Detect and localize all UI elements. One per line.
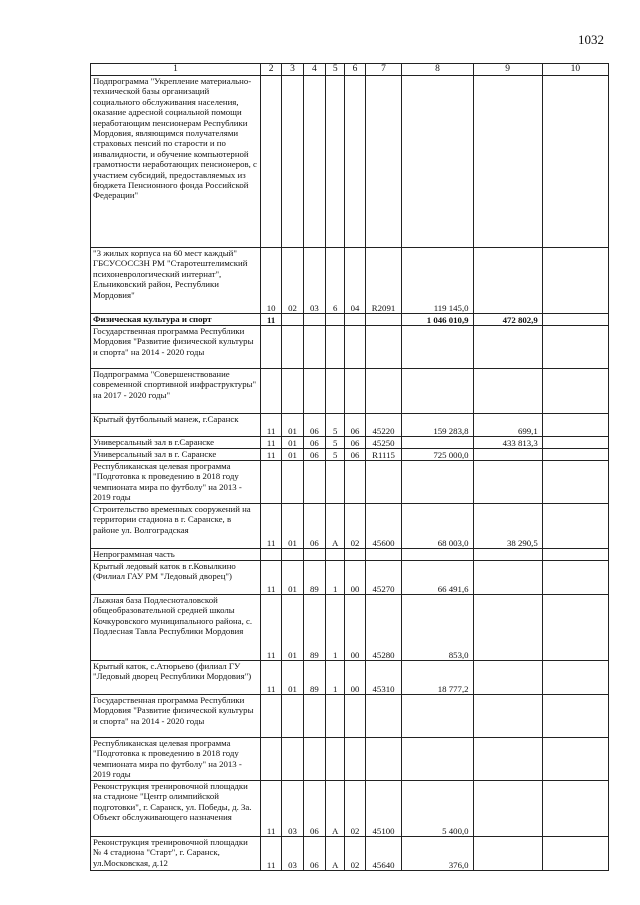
amount-2019 (473, 326, 542, 369)
subsection-code (282, 738, 303, 781)
amount-2018 (402, 76, 473, 248)
amount-2019 (473, 549, 542, 561)
subsection-code: 01 (282, 595, 303, 661)
row-name: Универсальный зал в г.Саранске (91, 437, 261, 449)
amount-2018: 853,0 (402, 595, 473, 661)
table-row (91, 248, 609, 314)
subprogram-code (326, 461, 345, 504)
program-code (303, 369, 325, 414)
expense-code (365, 549, 402, 561)
section-code: 11 (260, 595, 281, 661)
row-name: Государственная программа Республики Мордовия "Развитие физической культуры и спорта" на 2014 - 2020 годы (91, 695, 261, 738)
table-row (91, 449, 609, 461)
direction-code: 00 (345, 595, 365, 661)
amount-2018 (402, 549, 473, 561)
amount-2019 (473, 76, 542, 248)
expense-code: 45270 (365, 561, 402, 595)
table-row (91, 461, 609, 504)
table-row (91, 595, 609, 661)
amount-2019 (473, 461, 542, 504)
subsection-code: 01 (282, 661, 303, 695)
row-name: Универсальный зал в г. Саранске (91, 449, 261, 461)
amount-2020 (542, 248, 608, 314)
row-name: Государственная программа Республики Мордовия "Развитие физической культуры и спорта" на 2014 - 2020 годы (91, 326, 261, 369)
row-name: Подпрограмма "Укрепление материально-технической базы организаций социального обслуживания населения, оказание адресной социальной помощи неработающим пенсионерам Республики Мордовия, являющимся получателями страховых пенсий по старости и по инвалидности, и обучение компьютерной грамотности неработающих пенсионеров, с участием субсидий, предоставляемых из бюджета Пенсионного фонда Российской Федерации" (91, 76, 261, 248)
expense-code: 45250 (365, 437, 402, 449)
row-name: Реконструкция тренировочной площадки № 4 стадиона "Старт", г. Саранск, ул.Московская, д.12 (91, 837, 261, 871)
amount-2018: 119 145,0 (402, 248, 473, 314)
section-code: 11 (260, 314, 281, 326)
row-name: Республиканская целевая программа "Подготовка к проведению в 2018 году чемпионата мира по футболу" на 2013 - 2019 годы (91, 738, 261, 781)
row-name: Реконструкция тренировочной площадки на стадионе "Центр олимпийской подготовки", г. Саранск, ул. Победы, д. 3а. Объект обслуживающего назначения (91, 781, 261, 837)
program-code: 89 (303, 661, 325, 695)
header-cell: 7 (365, 64, 402, 76)
table-row (91, 326, 609, 369)
section-code: 11 (260, 781, 281, 837)
amount-2020 (542, 504, 608, 549)
program-code (303, 549, 325, 561)
table-row (91, 414, 609, 437)
header-row (91, 64, 609, 76)
expense-code: 45100 (365, 781, 402, 837)
budget-table (90, 63, 609, 871)
amount-2020 (542, 661, 608, 695)
subprogram-code (326, 314, 345, 326)
direction-code: 00 (345, 661, 365, 695)
row-name: Крытый каток, с.Атюрьево (филиал ГУ "Ледовый дворец Республики Мордовия") (91, 661, 261, 695)
subsection-code: 01 (282, 449, 303, 461)
subprogram-code: А (326, 504, 345, 549)
section-code: 11 (260, 561, 281, 595)
header-cell: 6 (345, 64, 365, 76)
expense-code (365, 461, 402, 504)
header-cell: 10 (542, 64, 608, 76)
expense-code: 45280 (365, 595, 402, 661)
section-code: 11 (260, 837, 281, 871)
amount-2019: 38 290,5 (473, 504, 542, 549)
expense-code (365, 738, 402, 781)
section-code (260, 326, 281, 369)
amount-2018: 66 491,6 (402, 561, 473, 595)
amount-2019 (473, 837, 542, 871)
header-cell: 5 (326, 64, 345, 76)
expense-code: 45220 (365, 414, 402, 437)
subprogram-code (326, 695, 345, 738)
page-number: 1032 (578, 32, 604, 47)
subprogram-code (326, 326, 345, 369)
amount-2019 (473, 781, 542, 837)
subprogram-code: 1 (326, 561, 345, 595)
subprogram-code (326, 76, 345, 248)
section-code: 11 (260, 449, 281, 461)
amount-2020 (542, 695, 608, 738)
table-body (91, 76, 609, 871)
amount-2019 (473, 561, 542, 595)
table-row (91, 781, 609, 837)
section-code: 11 (260, 504, 281, 549)
direction-code (345, 549, 365, 561)
amount-2020 (542, 549, 608, 561)
program-code (303, 738, 325, 781)
section-code: 11 (260, 661, 281, 695)
table-row (91, 76, 609, 248)
subsection-code: 03 (282, 781, 303, 837)
program-code: 06 (303, 449, 325, 461)
row-name: Физическая культура и спорт (91, 314, 261, 326)
direction-code (345, 738, 365, 781)
subsection-code (282, 549, 303, 561)
program-code: 03 (303, 248, 325, 314)
row-name: Строительство временных сооружений на территории стадиона в г. Саранске, в районе ул. Волгоградская (91, 504, 261, 549)
amount-2018: 376,0 (402, 837, 473, 871)
table-row (91, 738, 609, 781)
subsection-code: 03 (282, 837, 303, 871)
header-cell: 9 (473, 64, 542, 76)
section-code (260, 369, 281, 414)
amount-2018: 68 003,0 (402, 504, 473, 549)
section-code: 10 (260, 248, 281, 314)
amount-2020 (542, 595, 608, 661)
header-cell: 1 (91, 64, 261, 76)
expense-code: 45310 (365, 661, 402, 695)
subprogram-code (326, 549, 345, 561)
program-code (303, 695, 325, 738)
program-code: 06 (303, 414, 325, 437)
expense-code (365, 695, 402, 738)
direction-code: 06 (345, 437, 365, 449)
subsection-code (282, 326, 303, 369)
amount-2018 (402, 695, 473, 738)
program-code (303, 76, 325, 248)
expense-code: 45600 (365, 504, 402, 549)
section-code: 11 (260, 437, 281, 449)
program-code: 89 (303, 561, 325, 595)
direction-code (345, 369, 365, 414)
section-code (260, 738, 281, 781)
amount-2018: 18 777,2 (402, 661, 473, 695)
expense-code (365, 76, 402, 248)
row-name: Крытый футбольный манеж, г.Саранск (91, 414, 261, 437)
table-row (91, 695, 609, 738)
amount-2018 (402, 326, 473, 369)
subprogram-code: 5 (326, 449, 345, 461)
row-name: Республиканская целевая программа "Подготовка к проведению в 2018 году чемпионата мира по футболу" на 2013 - 2019 годы (91, 461, 261, 504)
program-code (303, 314, 325, 326)
subprogram-code: 5 (326, 437, 345, 449)
amount-2019 (473, 449, 542, 461)
expense-code: R1115 (365, 449, 402, 461)
amount-2020 (542, 314, 608, 326)
amount-2020 (542, 781, 608, 837)
amount-2018: 5 400,0 (402, 781, 473, 837)
program-code (303, 326, 325, 369)
row-name: Крытый ледовый каток в г.Ковылкино (Филиал ГАУ РМ "Ледовый дворец") (91, 561, 261, 595)
subsection-code: 01 (282, 437, 303, 449)
amount-2019 (473, 248, 542, 314)
table-row (91, 314, 609, 326)
direction-code: 02 (345, 504, 365, 549)
expense-code (365, 314, 402, 326)
section-code (260, 76, 281, 248)
header-cell: 4 (303, 64, 325, 76)
amount-2020 (542, 414, 608, 437)
subsection-code (282, 369, 303, 414)
subsection-code (282, 76, 303, 248)
direction-code (345, 695, 365, 738)
amount-2018 (402, 738, 473, 781)
amount-2020 (542, 369, 608, 414)
table-row (91, 549, 609, 561)
header-cell: 2 (260, 64, 281, 76)
expense-code (365, 369, 402, 414)
subsection-code (282, 314, 303, 326)
expense-code: R2091 (365, 248, 402, 314)
program-code: 06 (303, 837, 325, 871)
section-code: 11 (260, 414, 281, 437)
amount-2019 (473, 369, 542, 414)
program-code: 89 (303, 595, 325, 661)
subprogram-code: А (326, 837, 345, 871)
amount-2018 (402, 461, 473, 504)
program-code: 06 (303, 781, 325, 837)
amount-2019: 433 813,3 (473, 437, 542, 449)
row-name: Непрограммная часть (91, 549, 261, 561)
amount-2019 (473, 595, 542, 661)
direction-code: 06 (345, 414, 365, 437)
subprogram-code: 1 (326, 595, 345, 661)
direction-code (345, 314, 365, 326)
subprogram-code: А (326, 781, 345, 837)
direction-code: 02 (345, 837, 365, 871)
direction-code: 00 (345, 561, 365, 595)
amount-2019 (473, 695, 542, 738)
subsection-code: 02 (282, 248, 303, 314)
row-name: Подпрограмма "Совершенствование современной спортивной инфраструктуры" на 2017 - 2020 годы" (91, 369, 261, 414)
amount-2018 (402, 437, 473, 449)
amount-2020 (542, 461, 608, 504)
amount-2020 (542, 437, 608, 449)
program-code: 06 (303, 504, 325, 549)
header-cell: 3 (282, 64, 303, 76)
amount-2018: 1 046 010,9 (402, 314, 473, 326)
header-cell: 8 (402, 64, 473, 76)
subprogram-code (326, 369, 345, 414)
amount-2020 (542, 837, 608, 871)
direction-code: 04 (345, 248, 365, 314)
table-row (91, 661, 609, 695)
amount-2020 (542, 76, 608, 248)
table-row (91, 504, 609, 549)
amount-2020 (542, 561, 608, 595)
amount-2018: 725 000,0 (402, 449, 473, 461)
amount-2019 (473, 661, 542, 695)
program-code: 06 (303, 437, 325, 449)
subsection-code (282, 461, 303, 504)
table-row (91, 369, 609, 414)
direction-code (345, 461, 365, 504)
expense-code (365, 326, 402, 369)
table-row (91, 561, 609, 595)
direction-code: 06 (345, 449, 365, 461)
expense-code: 45640 (365, 837, 402, 871)
section-code (260, 695, 281, 738)
subprogram-code (326, 738, 345, 781)
amount-2020 (542, 326, 608, 369)
amount-2019: 699,1 (473, 414, 542, 437)
section-code (260, 461, 281, 504)
subprogram-code: 5 (326, 414, 345, 437)
subprogram-code: 1 (326, 661, 345, 695)
amount-2020 (542, 449, 608, 461)
subsection-code: 01 (282, 504, 303, 549)
row-name: "3 жилых корпуса на 60 мест каждый" ГБСУСОССЗН РМ "Старотештелимский психоневрологический интернат", Ельниковский район, Республики Мордовия" (91, 248, 261, 314)
row-name: Лыжная база Подлесноталовской общеобразовательной средней школы Кочкуровского муниципального района, с. Подлесная Тавла Республики Мордовия (91, 595, 261, 661)
section-code (260, 549, 281, 561)
table-row (91, 437, 609, 449)
direction-code (345, 76, 365, 248)
table-row (91, 837, 609, 871)
subsection-code (282, 695, 303, 738)
amount-2019 (473, 738, 542, 781)
amount-2020 (542, 738, 608, 781)
direction-code (345, 326, 365, 369)
amount-2019: 472 802,9 (473, 314, 542, 326)
subprogram-code: 6 (326, 248, 345, 314)
subsection-code: 01 (282, 414, 303, 437)
direction-code: 02 (345, 781, 365, 837)
subsection-code: 01 (282, 561, 303, 595)
amount-2018: 159 283,8 (402, 414, 473, 437)
amount-2018 (402, 369, 473, 414)
program-code (303, 461, 325, 504)
